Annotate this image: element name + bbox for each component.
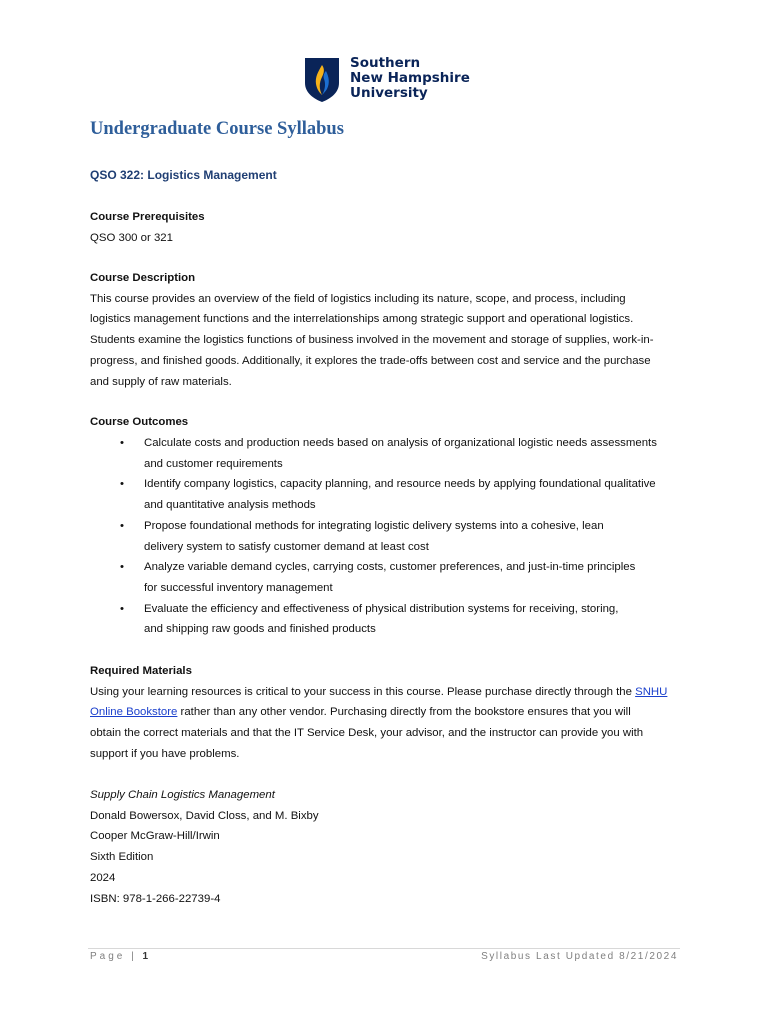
bullet-icon: • xyxy=(120,561,124,574)
outcome-line: for successful inventory management xyxy=(144,581,333,594)
page-label: Page | xyxy=(90,951,143,962)
outcomes-heading-wrap xyxy=(90,412,680,433)
page-number xyxy=(90,951,148,962)
bullet-icon: • xyxy=(120,602,124,615)
prerequisites-section xyxy=(90,207,680,248)
book-title: Supply Chain Logistics Management xyxy=(90,789,275,801)
logo-line-1: Southern xyxy=(350,55,421,71)
description-line: This course provides an overview of the field of logistics including its nature, scope, and process, including xyxy=(90,292,626,305)
materials-line-3: obtain the correct materials and that the IT Service Desk, your advisor, and the instructor can provide you with xyxy=(90,727,644,740)
snhu-shield-icon xyxy=(304,57,340,103)
last-updated: Syllabus Last Updated 8/21/2024 xyxy=(481,951,678,962)
outcome-line: Propose foundational methods for integrating logistic delivery systems into a cohesive, lean xyxy=(144,519,604,532)
list-item xyxy=(90,599,680,640)
textbook-section xyxy=(90,785,680,909)
materials-text: Using your learning resources is critical to your success in this course. Please purchase directly through the xyxy=(90,685,636,698)
list-item xyxy=(90,557,680,598)
description-line: logistics management functions and the interrelationships among strategic support and operational logistics. xyxy=(90,313,634,326)
outcome-line: Calculate costs and production needs based on analysis of organizational logistic needs assessments xyxy=(144,437,657,449)
description-section xyxy=(90,268,680,392)
book-authors: Donald Bowersox, David Closs, and M. Bixby xyxy=(90,809,319,822)
logo-wordmark xyxy=(350,56,470,101)
materials-line-1 xyxy=(90,682,680,703)
outcome-line: and customer requirements xyxy=(144,457,283,470)
description-heading: Course Description xyxy=(90,272,196,284)
list-item xyxy=(90,474,680,515)
bullet-icon: • xyxy=(120,519,124,532)
bookstore-link-part-2[interactable]: Online Bookstore xyxy=(90,706,178,719)
outcome-line: Analyze variable demand cycles, carrying costs, customer preferences, and just-in-time principles xyxy=(144,561,636,574)
course-code: QSO 322: Logistics Management xyxy=(90,168,277,182)
outcome-line: Identify company logistics, capacity planning, and resource needs by applying foundational qualitative xyxy=(144,478,656,491)
outcomes-heading: Course Outcomes xyxy=(90,416,189,428)
materials-line-2 xyxy=(90,702,680,723)
bullet-icon: • xyxy=(120,478,124,491)
outcome-line: and shipping raw goods and finished products xyxy=(144,623,376,636)
snhu-logo xyxy=(304,57,470,103)
description-line: and supply of raw materials. xyxy=(90,375,232,388)
materials-line-4: support if you have problems. xyxy=(90,747,240,760)
logo-line-3: University xyxy=(350,85,428,101)
description-line: Students examine the logistics functions of business involved in the movement and storage of supplies, work-in- xyxy=(90,334,654,347)
book-isbn: ISBN: 978-1-266-22739-4 xyxy=(90,892,221,905)
list-item xyxy=(90,433,680,474)
book-edition: Sixth Edition xyxy=(90,851,154,864)
materials-text: rather than any other vendor. Purchasing directly from the bookstore ensures that you will xyxy=(177,706,631,719)
outcome-line: delivery system to satisfy customer demand at least cost xyxy=(144,540,429,553)
bookstore-link-part-1[interactable]: SNHU xyxy=(635,685,668,698)
outcome-line: Evaluate the efficiency and effectiveness of physical distribution systems for receiving, storing, xyxy=(144,602,619,615)
page-number-value: 1 xyxy=(142,951,149,962)
book-year: 2024 xyxy=(90,871,116,884)
list-item xyxy=(90,516,680,557)
prerequisites-heading: Course Prerequisites xyxy=(90,211,205,223)
outcomes-list xyxy=(90,433,680,640)
logo-line-2: New Hampshire xyxy=(350,70,470,86)
prerequisites-text: QSO 300 or 321 xyxy=(90,231,173,244)
description-line: progress, and finished goods. Additionally, it explores the trade-offs between cost and service and the purchase xyxy=(90,354,651,367)
outcome-line: and quantitative analysis methods xyxy=(144,499,316,512)
book-publisher: Cooper McGraw-Hill/Irwin xyxy=(90,830,220,843)
footer-divider xyxy=(88,948,680,949)
materials-section xyxy=(90,661,680,765)
document-title: Undergraduate Course Syllabus xyxy=(90,119,344,139)
bullet-icon: • xyxy=(120,437,124,449)
materials-heading: Required Materials xyxy=(90,665,192,677)
